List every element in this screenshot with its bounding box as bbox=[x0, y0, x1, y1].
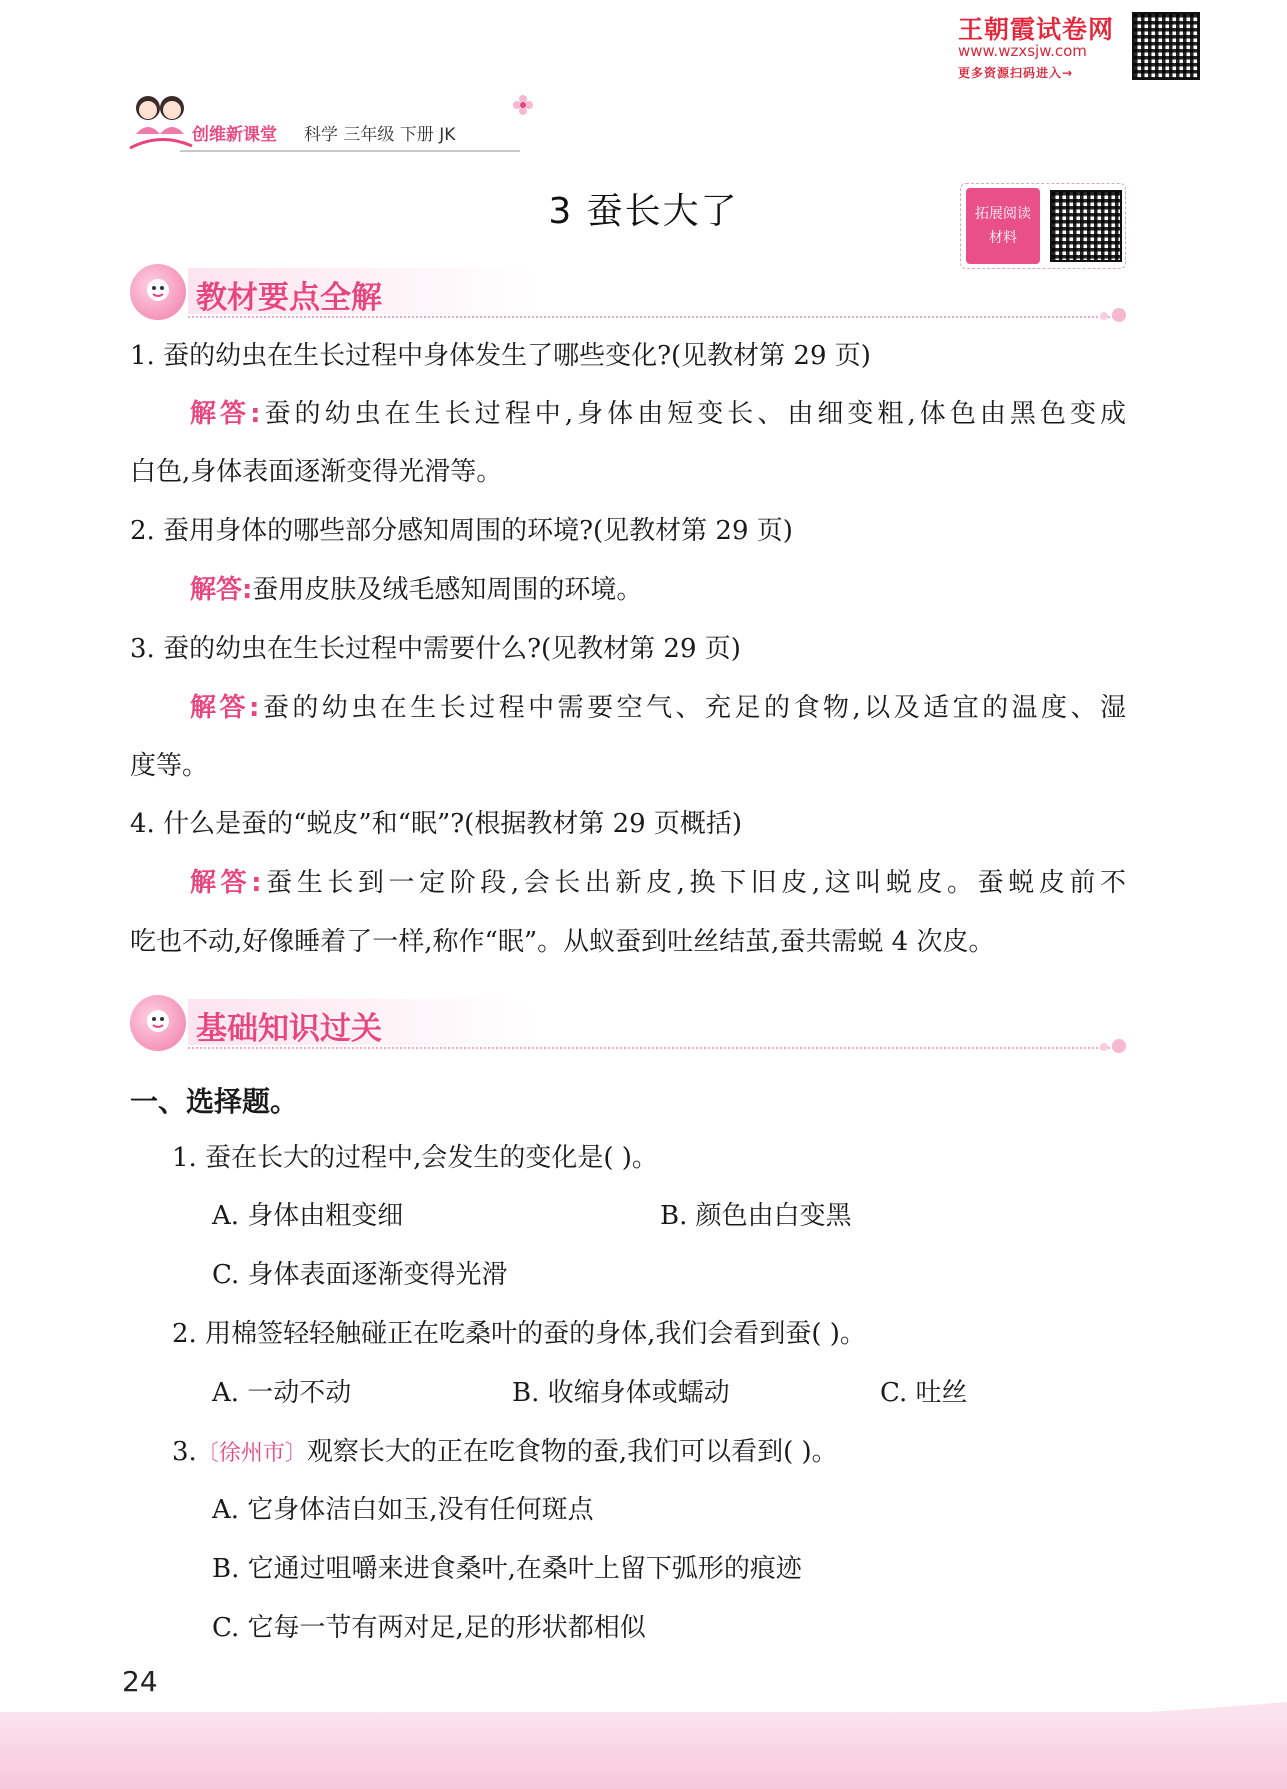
extension-label-line2: 材料 bbox=[989, 230, 1017, 246]
region-tag: 〔徐州市〕 bbox=[196, 1441, 307, 1466]
brand-subtitle: 更多资源扫码进入→ bbox=[958, 66, 1074, 80]
answer-text: 蚕用皮肤及绒毛感知周围的环境。 bbox=[252, 575, 643, 605]
section-title: 教材要点全解 bbox=[196, 280, 382, 316]
question-1: 1. 蚕的幼虫在生长过程中身体发生了哪些变化?(见教材第 29 页) bbox=[130, 341, 871, 371]
extension-label-line1: 拓展阅读 bbox=[975, 206, 1031, 222]
page-number: 24 bbox=[122, 1665, 158, 1698]
question-number: 3. bbox=[172, 1437, 197, 1467]
answer-1-line-2: 白色,身体表面逐渐变得光滑等。 bbox=[130, 457, 503, 487]
choice-option[interactable]: B. 收缩身体或蠕动 bbox=[512, 1378, 730, 1408]
answer-4-line-1 bbox=[190, 863, 1126, 903]
question-stem: 观察长大的正在吃食物的蚕,我们可以看到( )。 bbox=[306, 1437, 838, 1467]
answer-3-line-2: 度等。 bbox=[130, 751, 209, 781]
header-course: 科学 三年级 下册 JK bbox=[304, 125, 456, 145]
answer-text: 蚕的幼虫在生长过程中需要空气、充足的食物,以及适宜的温度、湿 bbox=[259, 693, 1126, 723]
dotted-divider bbox=[188, 1047, 1118, 1049]
answer-label: 解答: bbox=[190, 399, 261, 429]
brand-title: 王朝霞试卷网 bbox=[958, 15, 1115, 44]
answer-label: 解答: bbox=[190, 868, 262, 898]
choice-question-3 bbox=[172, 1432, 838, 1474]
choice-option[interactable]: C. 它每一节有两对足,足的形状都相似 bbox=[212, 1613, 646, 1643]
brand-block bbox=[958, 8, 1138, 80]
header-divider bbox=[180, 150, 520, 152]
choice-option[interactable]: B. 它通过咀嚼来进食桑叶,在桑叶上留下弧形的痕迹 bbox=[212, 1554, 802, 1584]
cartoon-badge-icon bbox=[130, 995, 186, 1051]
answer-text: 蚕的幼虫在生长过程中,身体由短变长、由细变粗,体色由黑色变成 bbox=[260, 399, 1126, 429]
choice-option[interactable]: C. 身体表面逐渐变得光滑 bbox=[212, 1260, 508, 1290]
part-heading-multiple-choice: 一、选择题。 bbox=[130, 1085, 299, 1118]
cartoon-badge-icon bbox=[130, 264, 186, 320]
section-heading-key-points bbox=[130, 264, 1126, 324]
section-heading-basics bbox=[130, 995, 1126, 1055]
question-3: 3. 蚕的幼虫在生长过程中需要什么?(见教材第 29 页) bbox=[130, 634, 741, 664]
extension-qr-code-icon[interactable] bbox=[1050, 190, 1122, 262]
choice-option[interactable]: C. 吐丝 bbox=[880, 1378, 968, 1408]
question-4: 4. 什么是蚕的“蜕皮”和“眠”?(根据教材第 29 页概括) bbox=[130, 809, 743, 839]
dotted-divider bbox=[188, 316, 1118, 318]
lesson-title: 3 蚕长大了 bbox=[548, 191, 739, 232]
answer-text: 蚕生长到一定阶段,会长出新皮,换下旧皮,这叫蜕皮。蚕蜕皮前不 bbox=[261, 868, 1126, 898]
divider-dot bbox=[1112, 308, 1126, 322]
choice-question-2: 2. 用棉签轻轻触碰正在吃桑叶的蚕的身体,我们会看到蚕( )。 bbox=[172, 1319, 866, 1349]
extension-reading-button[interactable] bbox=[966, 188, 1040, 264]
divider-dot bbox=[1112, 1039, 1126, 1053]
divider-dot bbox=[1100, 312, 1108, 320]
answer-label: 解答: bbox=[190, 693, 260, 723]
header-series: 创维新课堂 bbox=[192, 125, 277, 145]
section-title: 基础知识过关 bbox=[196, 1011, 382, 1047]
choice-option[interactable]: A. 一动不动 bbox=[212, 1378, 352, 1408]
flower-icon bbox=[512, 94, 534, 116]
footer-band bbox=[0, 1712, 1287, 1789]
choice-option[interactable]: B. 颜色由白变黑 bbox=[660, 1201, 852, 1231]
question-2: 2. 蚕用身体的哪些部分感知周围的环境?(见教材第 29 页) bbox=[130, 516, 793, 546]
choice-option[interactable]: A. 它身体洁白如玉,没有任何斑点 bbox=[212, 1495, 594, 1525]
answer-label: 解答: bbox=[190, 575, 253, 605]
answer-2-line-1 bbox=[190, 570, 1188, 610]
divider-dot bbox=[1100, 1043, 1108, 1051]
brand-url[interactable]: www.wzxsjw.com bbox=[958, 42, 1087, 60]
qr-code-icon[interactable] bbox=[1132, 12, 1200, 80]
answer-3-line-1 bbox=[190, 688, 1126, 728]
kids-logo-icon bbox=[126, 90, 196, 152]
choice-question-1: 1. 蚕在长大的过程中,会发生的变化是( )。 bbox=[172, 1143, 658, 1173]
answer-4-line-2: 吃也不动,好像睡着了一样,称作“眠”。从蚁蚕到吐丝结茧,蚕共需蜕 4 次皮。 bbox=[130, 927, 995, 957]
answer-1-line-1 bbox=[190, 394, 1126, 434]
choice-option[interactable]: A. 身体由粗变细 bbox=[212, 1201, 404, 1231]
